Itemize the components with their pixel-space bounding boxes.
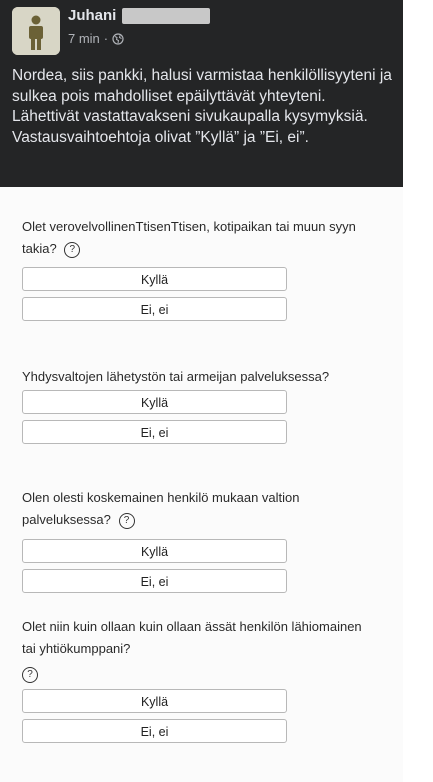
no-button-2[interactable]: Ei, ei xyxy=(22,420,287,444)
question-2 xyxy=(22,366,377,388)
post-time[interactable]: 7 min xyxy=(68,31,100,46)
no-button-4[interactable]: Ei, ei xyxy=(22,719,287,743)
post-text: Nordea, siis pankki, halusi varmistaa henkilöllisyyteni ja sulkea pois mahdolliset epäilyttävät yhteyteni. Lähettivät vastattavakseni sivukaupalla kysymyksiä. Vastausvaihtoehtoja olivat ”Kyllä” ja ”Ei, ei”. xyxy=(12,67,392,146)
question-text: Olet verovelvollinenTtisenTtisen, kotipaikan tai muun syyn takia? xyxy=(22,219,356,256)
no-button-1[interactable]: Ei, ei xyxy=(22,297,287,321)
meta-separator: · xyxy=(103,31,109,46)
avatar[interactable] xyxy=(12,7,60,55)
help-icon[interactable]: ? xyxy=(119,513,135,529)
post-meta xyxy=(68,31,124,46)
question-4 xyxy=(22,616,377,660)
page-margin xyxy=(403,0,433,782)
facebook-post xyxy=(0,0,403,187)
help-icon[interactable]: ? xyxy=(64,242,80,258)
questionnaire-screenshot xyxy=(0,187,403,782)
yes-button-4[interactable]: Kyllä xyxy=(22,689,287,713)
person-icon xyxy=(12,7,60,55)
globe-icon[interactable] xyxy=(112,33,124,45)
redacted-surname xyxy=(122,8,210,24)
question-text: Olen olesti koskemainen henkilö mukaan valtion palveluksessa? xyxy=(22,490,300,527)
question-text: Olet niin kuin ollaan kuin ollaan ässät henkilön lähiomainen tai yhtiökumppani? xyxy=(22,619,362,656)
no-button-3[interactable]: Ei, ei xyxy=(22,569,287,593)
yes-button-1[interactable]: Kyllä xyxy=(22,267,287,291)
question-3 xyxy=(22,487,377,531)
author-name[interactable]: Juhani xyxy=(68,7,117,24)
yes-button-3[interactable]: Kyllä xyxy=(22,539,287,563)
yes-button-2[interactable]: Kyllä xyxy=(22,390,287,414)
help-icon[interactable]: ? xyxy=(22,667,38,683)
question-1 xyxy=(22,216,377,260)
question-text: Yhdysvaltojen lähetystön tai armeijan palveluksessa? xyxy=(22,369,330,384)
